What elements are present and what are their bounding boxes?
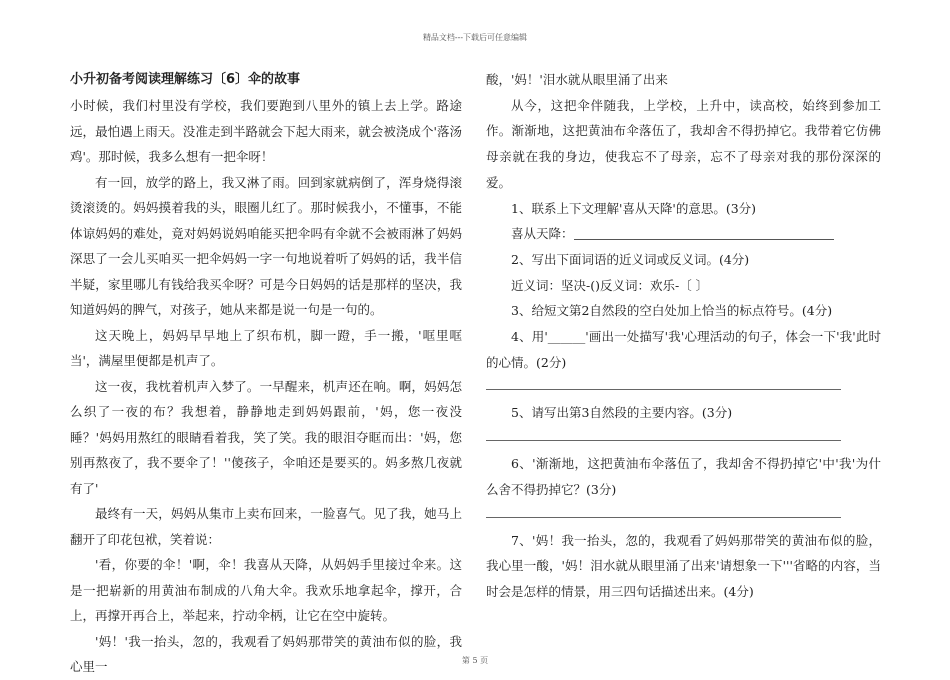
page-footer: 第 5 页: [461, 656, 489, 665]
answer-blank-6[interactable]: [486, 503, 841, 518]
question-5: 5、请写出第3自然段的主要内容。(3分): [511, 405, 733, 421]
paragraph-6: '看，你要的伞！'啊，伞！我喜从天降，从妈妈手里接过伞来。这是一把崭新的用黄油布制成的八角大伞。我欢乐地拿起伞，撑开，合上，再撑开再合上，举起来，拧动伞柄，让它在空中旋转。: [70, 557, 462, 623]
question-2: 2、写出下面词语的近义词或反义词。(4分): [511, 251, 750, 267]
answer-line-2: 近义词：坚决-()反义词：欢乐-〔 〕: [511, 277, 709, 293]
question-6: 6、'渐渐地，这把黄油布伞落伍了，我却舍不得扔掉它'中'我'为什么舍不得扔掉它？(3分): [486, 456, 881, 497]
question-4: 4、用'______'画出一处描写'我'心理活动的句子，体会一下'我'此时的心情。(2分): [486, 329, 881, 370]
paragraph-4: 这一夜，我枕着机声入梦了。一早醒来，机声还在响。啊，妈妈怎么织了一夜的布？我想着，静静地走到妈妈跟前，'妈，您一夜没睡？'妈妈用熬红的眼睛看着我，笑了笑。我的眼泪夺眶而出：'妈，您别再熬夜了，我不要伞了！''傻孩子，伞咱还是要买的。妈多熬几夜就有了': [70, 378, 462, 496]
answer-blank-4[interactable]: [486, 375, 841, 390]
answer-label-1: 喜从天降：: [511, 226, 574, 242]
paragraph-7: '妈！'我一抬头，忽的，我观看了妈妈那带笑的黄油布似的脸，我心里一: [70, 633, 462, 674]
paragraph-1: 小时候，我们村里没有学校，我们要跑到八里外的镇上去上学。路途远，最怕遇上雨天。没准走到半路就会下起大雨来，就会被浇成个'落汤鸡'。那时候，我多么想有一把伞呀！: [70, 98, 462, 164]
question-3: 3、给短文第2自然段的空白处加上恰当的标点符号。(4分): [511, 303, 833, 319]
question-1: 1、联系上下文理解'喜从天降'的意思。(3分): [511, 200, 757, 216]
paragraph-7-continued: 酸，'妈！'泪水就从眼里涌了出来: [486, 72, 668, 87]
paragraph-5: 最终有一天，妈妈从集市上卖布回来，一脸喜气。见了我，她马上翻开了印花包袱，笑着说：: [70, 506, 462, 547]
answer-line-1: [486, 221, 881, 247]
paragraph-8: 从今，这把伞伴随我，上学校，上升中，读高校，始终到参加工作。渐渐地，这把黄油布伞落伍了，我却舍不得扔掉它。我带着它仿佛母亲就在我的身边，使我忘不了母亲，忘不了母亲对我的那份深深的爱。: [486, 97, 881, 190]
left-column: [70, 67, 462, 680]
paragraph-2: 有一回，放学的路上，我又淋了雨。回到家就病倒了，浑身烧得滚烫滚烫的。妈妈摸着我的头，眼圈儿红了。那时候我小，不懂事，不能体谅妈妈的难处，竟对妈妈说妈咱能买把伞吗有伞就不会被雨淋了妈妈深思了一会儿买咱买一把伞妈妈一字一句地说着听了妈妈的话，我半信半疑，家里哪儿有钱给我买伞呀？可是今日妈妈的话是那样的坚决，我知道妈妈的脾气，对孩子，她从来都是说一句是一句的。: [70, 174, 462, 317]
right-column: [486, 67, 881, 605]
question-7: 7、'妈！我一抬头，忽的，我观看了妈妈那带笑的黄油布似的脸，我心里一酸，'妈！泪水就从眼里涌了出来'请想象一下'''省略的内容，当时会是怎样的情景，用三四句话描述出来。(4分): [486, 532, 881, 599]
answer-blank-5[interactable]: [486, 426, 841, 441]
page-header: 精品文档---下载后可任意编辑: [422, 33, 528, 42]
paragraph-3: 这天晚上，妈妈早早地上了织布机，脚一蹬，手一搬，'哐里哐当'，满屋里便都是机声了。: [70, 327, 462, 368]
answer-blank-1[interactable]: [574, 227, 834, 240]
article-title: 小升初备考阅读理解练习〔6〕伞的故事: [70, 72, 301, 87]
